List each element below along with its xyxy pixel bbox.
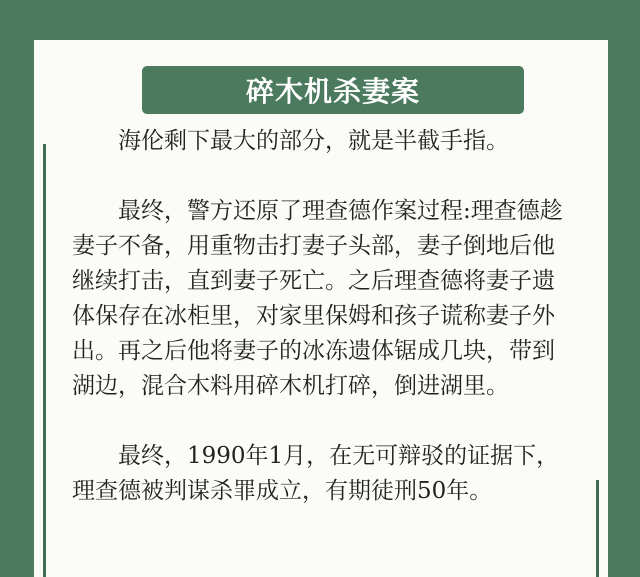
paragraph-3: 最终，1990年1月，在无可辩驳的证据下，理查德被判谋杀罪成立，有期徒刑50年。 [72,443,560,504]
paragraph-2: 最终，警方还原了理查德作案过程:理查德趁妻子不备，用重物击打妻子头部，妻子倒地后他继续打击，直到妻子死亡。之后理查德将妻子遗体保存在冰柜里，对家里保姆和孩子谎称妻子外出。再之后他将妻子的冰冻遗体锯成几块，带到湖边，混合木料用碎木机打碎，倒进湖里。 [72,198,563,399]
left-decorative-rule [43,144,46,577]
article-card [34,40,608,577]
article-body [72,124,572,509]
title-banner [142,66,524,114]
right-decorative-rule [596,480,599,577]
article-title: 碎木机杀妻案 [245,75,420,108]
paragraph-1: 海伦剩下最大的部分，就是半截手指。 [118,128,509,154]
